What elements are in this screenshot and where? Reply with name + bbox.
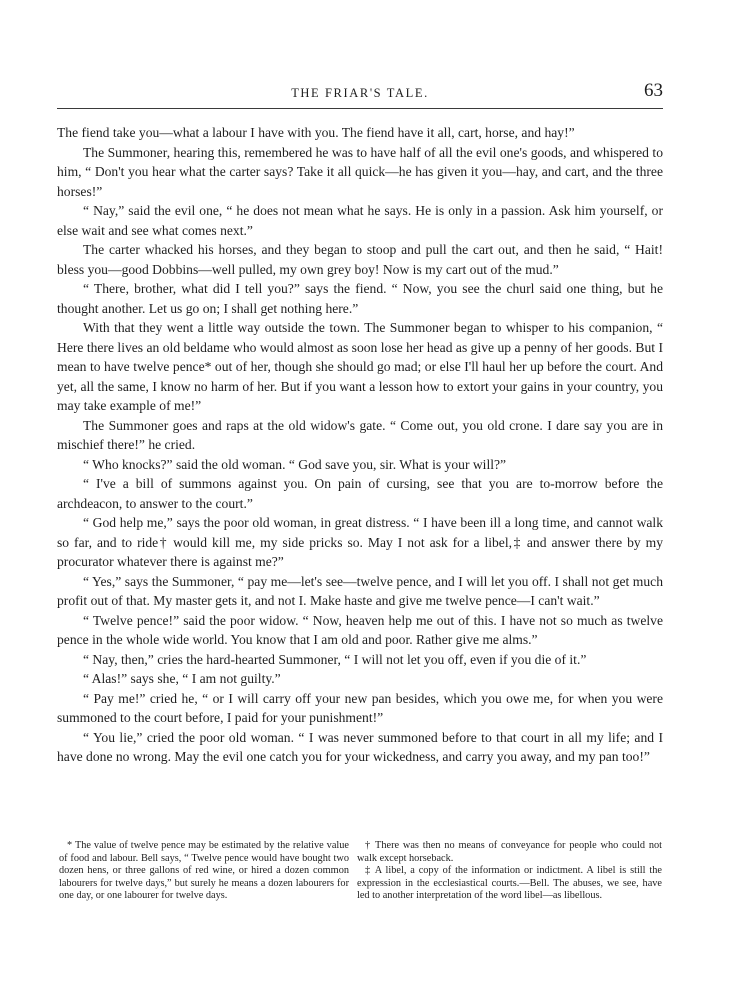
paragraph: “ There, brother, what did I tell you?” says the fiend. “ Now, you see the churl said one thing, but he thought another. Let us go on; I shall get nothing here.” (57, 281, 663, 316)
paragraph: “ Nay, then,” cries the hard-hearted Summoner, “ I will not let you off, even if you die of it.” (83, 651, 587, 667)
page-number: 63 (644, 80, 663, 101)
page-header (57, 78, 663, 104)
paragraph: “ Twelve pence!” said the poor widow. “ Now, heaven help me out of this. I have not so much as twelve pence in the whole wide world. You know that I am old and poor. Rather give me alms.” (57, 612, 663, 647)
paragraph: “ I've a bill of summons against you. On pain of cursing, see that you are to-morrow before the archdeacon, to answer to the court.” (57, 476, 663, 511)
paragraph: With that they went a little way outside the town. The Summoner began to whisper to his companion, “ Here there lives an old beldame who would almost as soon lose her head as give up a penny of her goods. But I mean to have twelve pence* out of her, though she should go mad; or else I'll haul her up before the court. And yet, all the same, I know no harm of her. But if you want a lesson how to extort your gains in your country, you may take example of me!” (57, 320, 663, 413)
paragraph: The fiend take you—what a labour I have with you. The fiend have it all, cart, horse, and hay!” (57, 125, 575, 140)
paragraph: “ Who knocks?” said the old woman. “ God save you, sir. What is your will?” (83, 456, 507, 472)
paragraph: “ Pay me!” cried he, “ or I will carry off your new pan besides, which you owe me, for when you were summoned to the court before, I paid for your punishment!” (57, 690, 663, 725)
footnotes-right-column (357, 840, 662, 903)
paragraph: The Summoner goes and raps at the old widow's gate. “ Come out, you old crone. I dare say you are in mischief there!” he cried. (57, 417, 663, 452)
paragraph: “ Alas!” says she, “ I am not guilty.” (83, 671, 281, 686)
footnote: † There was then no means of conveyance for people who could not walk except horseback. (357, 840, 662, 864)
running-title: THE FRIAR'S TALE. (291, 86, 429, 100)
paragraph: “ Yes,” says the Summoner, “ pay me—let's see—twelve pence, and I will let you off. I shall not get much profit out of that. My master gets it, and not I. Make haste and give me twelve pence—I can't wait.” (57, 573, 663, 608)
paragraph: “ God help me,” says the poor old woman, in great distress. “ I have been ill a long time, and cannot walk so far, and to ride† would kill me, my side pricks so. May I not ask for a libel,‡ and answer there by my procurator whatever there is against me?” (57, 515, 663, 569)
paragraph: “ You lie,” cried the poor old woman. “ I was never summoned before to that court in all my life; and I have done no wrong. May the evil one catch you for your wickedness, and carry you away, and my pan too!” (57, 729, 663, 764)
paragraph: The Summoner, hearing this, remembered he was to have half of all the evil one's goods, and whispered to him, “ Don't you hear what the carter says? Take it all quick—he has given it you—hay, and cart, and the three horses!” (57, 144, 663, 199)
body-text (57, 123, 663, 767)
header-rule (57, 108, 663, 109)
footnote: ‡ A libel, a copy of the information or indictment. A libel is still the expression in the ecclesiastical courts.—Bell. The abuses, we see, have led to another interpretation of the word libel—as libellous. (357, 865, 662, 902)
paragraph: The carter whacked his horses, and they began to stoop and pull the cart out, and then he said, “ Hait! bless you—good Dobbins—well pulled, my own grey boy! Now is my cart out of the mud.” (57, 242, 663, 277)
footnote: * The value of twelve pence may be estimated by the relative value of food and labour. Bell says, “ Twelve pence would have bought two dozen hens, or three gallons of red wine, or hired a dozen common labourers for twelve days,” but surely he means a dozen labourers for one day, or one labourer for twelve days. (59, 840, 349, 902)
footnotes-left-column (59, 840, 349, 903)
paragraph: “ Nay,” said the evil one, “ he does not mean what he says. He is only in a passion. Ask him yourself, or else wait and see what comes next.” (57, 203, 663, 238)
